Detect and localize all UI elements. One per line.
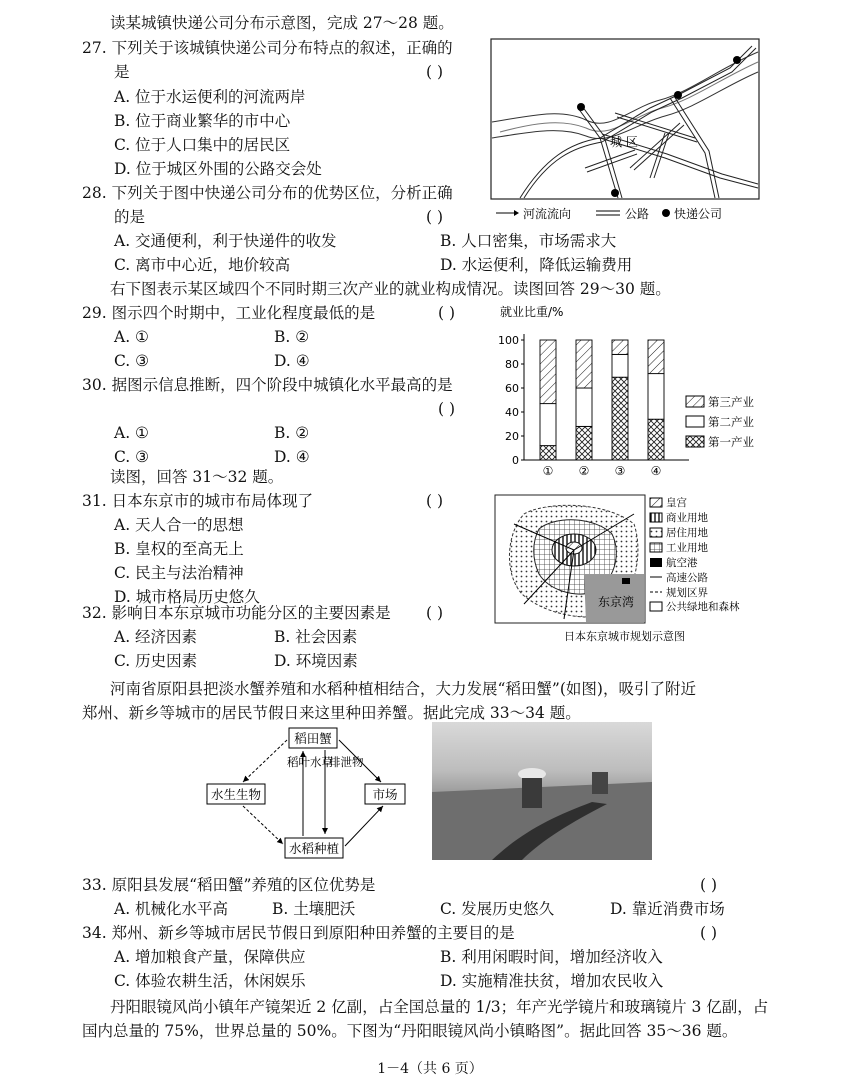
x-tick-label: ② (578, 464, 590, 478)
q30-answer-paren[interactable]: ( ) (438, 400, 456, 418)
legend-green-space: 公共绿地和森林 (666, 601, 740, 613)
q31-stem: 31. 日本东京市的城市布局体现了 (82, 492, 314, 510)
q29-option-a[interactable]: A. ① (114, 328, 149, 346)
y-tick-label: 80 (505, 358, 519, 371)
q32-option-c[interactable]: C. 历史因素 (114, 652, 198, 670)
node-market-label: 市场 (372, 787, 398, 802)
node-aquatic-label: 水生生物 (210, 787, 262, 802)
q27-answer-paren[interactable]: ( ) (426, 63, 444, 81)
intro-33-34: 河南省原阳县把淡水蟹养殖和水稻种植相结合，大力发展“稻田蟹”(如图)，吸引了附近 (110, 680, 696, 698)
bar-segment (648, 419, 664, 460)
intro-29-30: 右下图表示某区域四个不同时期三次产业的就业构成情况。读图回答 29～30 题。 (110, 280, 671, 298)
q30-option-c[interactable]: C. ③ (114, 448, 150, 466)
chart-ylabel: 就业比重/% (500, 305, 564, 319)
q29-option-b[interactable]: B. ② (274, 328, 310, 346)
bar-segment (648, 340, 664, 374)
legend-express: 快递公司 (674, 207, 723, 221)
rice-crab-flow-diagram (205, 726, 420, 862)
q28-option-a[interactable]: A. 交通便利，利于快递件的收发 (114, 232, 337, 250)
q34-stem: 34. 郑州、新乡等城市居民节假日到原阳种田养蟹的主要目的是 (82, 924, 515, 942)
q32-option-b[interactable]: B. 社会因素 (274, 628, 358, 646)
express-company-point (611, 189, 619, 197)
x-tick-label: ④ (650, 464, 662, 478)
q29-stem: 29. 图示四个时期中，工业化程度最低的是 (82, 304, 376, 322)
y-tick-label: 0 (512, 454, 519, 467)
bar-segment (576, 426, 592, 460)
tokyo-city-plan-map (494, 494, 764, 646)
bar-segment (612, 340, 628, 354)
legend-airport: 航空港 (666, 557, 698, 569)
node-rice-crab-label: 稻田蟹 (294, 731, 332, 746)
city-area-label: 城 区 (610, 135, 638, 149)
express-company-point (733, 56, 741, 64)
q28-stem-2: 的是 (114, 208, 146, 226)
intro-35-36-cont: 国内总量的 75%，世界总量的 50%。下图为“丹阳眼镜风尚小镇略图”。据此回答 35～36 题。 (82, 1022, 738, 1040)
chart-legend (686, 395, 754, 449)
bar-segment (540, 404, 556, 446)
legend-planning-boundary: 规划区界 (666, 587, 708, 599)
y-tick-label: 100 (498, 334, 519, 347)
map2-legend (650, 496, 740, 613)
q30-option-b[interactable]: B. ② (274, 424, 310, 442)
q33-option-b[interactable]: B. 土壤肥沃 (272, 900, 356, 918)
q29-option-c[interactable]: C. ③ (114, 352, 150, 370)
town-express-map (490, 38, 760, 224)
legend-swatch (686, 416, 704, 427)
legend-label: 第二产业 (708, 415, 754, 429)
q30-option-a[interactable]: A. ① (114, 424, 149, 442)
y-tick-label: 60 (505, 382, 519, 395)
bar-segment (540, 446, 556, 460)
q31-option-a[interactable]: A. 天人合一的思想 (114, 516, 244, 534)
legend-swatch (686, 436, 704, 447)
q28-option-c[interactable]: C. 离市中心近，地价较高 (114, 256, 291, 274)
river-arrow-icon (514, 210, 519, 216)
arrow-aquatic-rice (243, 806, 283, 844)
airport-marker (622, 578, 630, 584)
legend-residential: 居住用地 (666, 527, 708, 539)
map2-caption: 日本东京城市规划示意图 (564, 630, 685, 643)
q29-answer-paren[interactable]: ( ) (438, 304, 456, 322)
bar-segment (576, 388, 592, 426)
bar-segment (612, 354, 628, 377)
q28-option-b[interactable]: B. 人口密集，市场需求大 (440, 232, 617, 250)
x-tick-label: ① (542, 464, 554, 478)
arrow-rice-market (345, 806, 383, 846)
q28-stem: 28. 下列关于图中快递公司分布的优势区位，分析正确 (82, 184, 453, 202)
q33-answer-paren[interactable]: ( ) (700, 876, 718, 894)
rice-field-photo (432, 722, 652, 860)
tokyo-bay-label: 东京湾 (598, 595, 635, 609)
arrow-crab-aquatic (243, 740, 287, 782)
map1-legend (496, 206, 722, 221)
page-footer: 1－4（共 6 页） (377, 1061, 483, 1077)
legend-label: 第一产业 (708, 435, 754, 449)
q29-option-d[interactable]: D. ④ (274, 352, 310, 370)
mid-right-text: 排泄物 (329, 755, 364, 769)
employment-structure-chart (498, 304, 760, 484)
legend-swatch (686, 396, 704, 407)
legend-river: 河流流向 (523, 207, 572, 221)
bar-segment (612, 377, 628, 460)
y-tick-label: 20 (505, 430, 519, 443)
q32-option-a[interactable]: A. 经济因素 (114, 628, 198, 646)
q34-answer-paren[interactable]: ( ) (700, 924, 718, 942)
q27-option-a[interactable]: A. 位于水运便利的河流两岸 (114, 88, 306, 106)
legend-industrial: 工业用地 (666, 542, 708, 554)
q27-option-d[interactable]: D. 位于城区外围的公路交会处 (114, 160, 322, 178)
q30-stem: 30. 据图示信息推断，四个阶段中城镇化水平最高的是 (82, 376, 453, 394)
q32-stem: 32. 影响日本东京城市功能分区的主要因素是 (82, 604, 391, 622)
q32-option-d[interactable]: D. 环境因素 (274, 652, 358, 670)
chart-bars (540, 340, 664, 478)
express-company-point (577, 103, 585, 111)
q27-option-b[interactable]: B. 位于商业繁华的市中心 (114, 112, 291, 130)
node-rice-planting-label: 水稻种植 (288, 841, 340, 856)
express-company-point (674, 91, 682, 99)
q28-answer-paren[interactable]: ( ) (426, 208, 444, 226)
express-legend-dot (662, 209, 670, 217)
q34-option-b[interactable]: B. 利用闲暇时间，增加经济收入 (440, 948, 663, 966)
q31-option-c[interactable]: C. 民主与法治精神 (114, 564, 244, 582)
bar-segment (540, 340, 556, 404)
q30-option-d[interactable]: D. ④ (274, 448, 310, 466)
q31-answer-paren[interactable]: ( ) (426, 492, 444, 510)
intro-31-32: 读图，回答 31～32 题。 (110, 468, 284, 486)
mid-left-text: 稻叶水草 (287, 755, 333, 769)
legend-label: 第三产业 (708, 395, 754, 409)
q27-option-c[interactable]: C. 位于人口集中的居民区 (114, 136, 291, 154)
q27-stem: 27. 下列关于该城镇快递公司分布特点的叙述，正确的 (82, 39, 453, 57)
q34-option-c[interactable]: C. 体验农耕生活，休闲娱乐 (114, 972, 306, 990)
bar-segment (648, 374, 664, 420)
q31-option-d[interactable]: D. 城市格局历史悠久 (114, 588, 260, 606)
intro-33-34-cont: 郑州、新乡等城市的居民节假日来这里种田养蟹。据此完成 33～34 题。 (82, 704, 581, 722)
q31-option-b[interactable]: B. 皇权的至高无上 (114, 540, 244, 558)
bar-segment (576, 340, 592, 388)
q28-option-d[interactable]: D. 水运便利，降低运输费用 (440, 256, 633, 274)
x-tick-label: ③ (614, 464, 626, 478)
legend-commercial: 商业用地 (666, 512, 708, 524)
q27-stem-2: 是 (114, 63, 130, 81)
q34-option-d[interactable]: D. 实施精准扶贫，增加农民收入 (440, 972, 664, 990)
y-tick-label: 40 (505, 406, 519, 419)
intro-27-28: 读某城镇快递公司分布示意图，完成 27～28 题。 (110, 14, 454, 32)
intro-35-36: 丹阳眼镜风尚小镇年产镜架近 2 亿副，占全国总量的 1/3；年产光学镜片和玻璃镜片 3 亿副，占 (110, 998, 769, 1016)
q33-stem: 33. 原阳县发展“稻田蟹”养殖的区位优势是 (82, 876, 376, 894)
q32-answer-paren[interactable]: ( ) (426, 604, 444, 622)
q33-option-c[interactable]: C. 发展历史悠久 (440, 900, 555, 918)
q34-option-a[interactable]: A. 增加粮食产量，保障供应 (114, 948, 306, 966)
legend-expressway: 高速公路 (666, 572, 708, 584)
legend-road: 公路 (625, 207, 650, 221)
q33-option-a[interactable]: A. 机械化水平高 (114, 900, 229, 918)
legend-palace: 皇宫 (666, 497, 687, 509)
q33-option-d[interactable]: D. 靠近消费市场 (610, 900, 725, 918)
